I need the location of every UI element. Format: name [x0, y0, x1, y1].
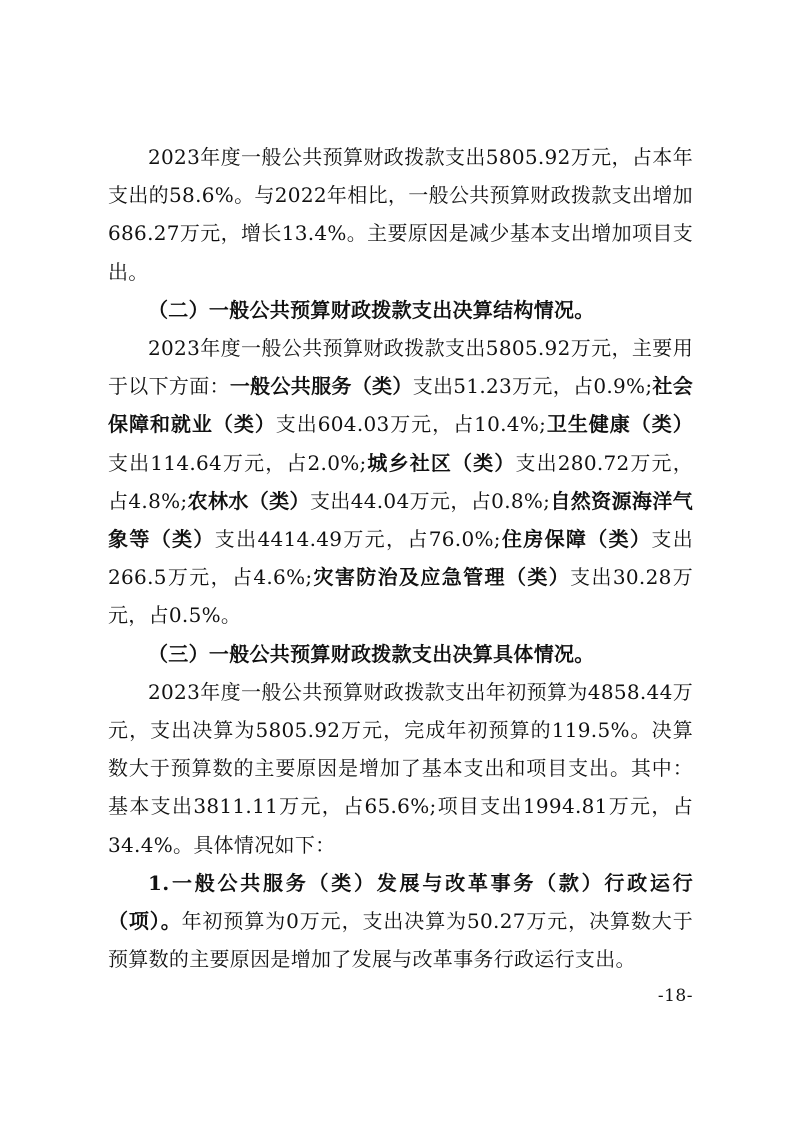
category-natural-resources-amount: 支出4414.49万元，占76.0%; — [214, 527, 501, 552]
category-natural-resources: 自然资源海洋气象等（类） — [108, 488, 693, 552]
category-health-amount: 支出114.64万元，占2.0%; — [108, 450, 367, 475]
page-number: -18- — [657, 986, 693, 1006]
category-general-public-services: 一般公共服务（类） — [229, 374, 413, 399]
category-health: 卫生健康（类） — [546, 412, 693, 437]
structure-intro: 2023年度一般公共预算财政拨款支出5805.92万元，主要用于以下方面： — [108, 336, 693, 399]
category-agriculture-amount: 支出44.04万元，占0.8%; — [309, 488, 551, 513]
section-heading-details: （三）一般公共预算财政拨款支出决算具体情况。 — [148, 641, 595, 666]
category-general-public-services-amount: 支出51.23万元，占0.9%; — [412, 374, 653, 399]
item-1-text: 年初预算为0万元，支出决算为50.27万元，决算数大于预算数的主要原因是增加了发展与改革事务行政运行支出。 — [108, 909, 693, 972]
category-social-security: 社会保障和就业（类） — [108, 374, 693, 437]
category-urban-rural-amount: 支出280.72万元，占4.8%; — [108, 450, 693, 513]
paragraph-structure — [108, 329, 693, 635]
category-housing: 住房保障（类） — [500, 527, 652, 552]
category-disaster-prevention: 灾害防治及应急管理（类） — [312, 565, 571, 590]
category-housing-amount: 支出266.5万元，占4.6%; — [108, 527, 693, 590]
paragraph-overview: 2023年度一般公共预算财政拨款支出5805.92万元，占本年支出的58.6%。与2022年相比，一般公共预算财政拨款支出增加686.27万元，增长13.4%。主要原因是减少基本支出增加项目支出。 — [108, 145, 693, 284]
category-urban-rural: 城乡社区（类） — [366, 450, 516, 475]
document-body — [108, 138, 693, 978]
item-1-title: 1.一般公共服务（类）发展与改革事务（款）行政运行（项）。 — [108, 870, 693, 934]
paragraph-item-1 — [108, 864, 693, 979]
section-heading-structure: （二）一般公共预算财政拨款支出决算结构情况。 — [148, 297, 595, 322]
category-social-security-amount: 支出604.03万元，占10.4%; — [275, 412, 547, 437]
category-agriculture: 农林水（类） — [187, 488, 310, 513]
paragraph-details: 2023年度一般公共预算财政拨款支出年初预算为4858.44万元，支出决算为5805.92万元，完成年初预算的119.5%。决算数大于预算数的主要原因是增加了基本支出和项目支出。其中：基本支出3811.11万元，占65.6%;项目支出1994.81万元，占34.4%。具体情况如下： — [108, 679, 693, 857]
category-disaster-prevention-amount: 支出30.28万元，占0.5%。 — [108, 565, 693, 628]
